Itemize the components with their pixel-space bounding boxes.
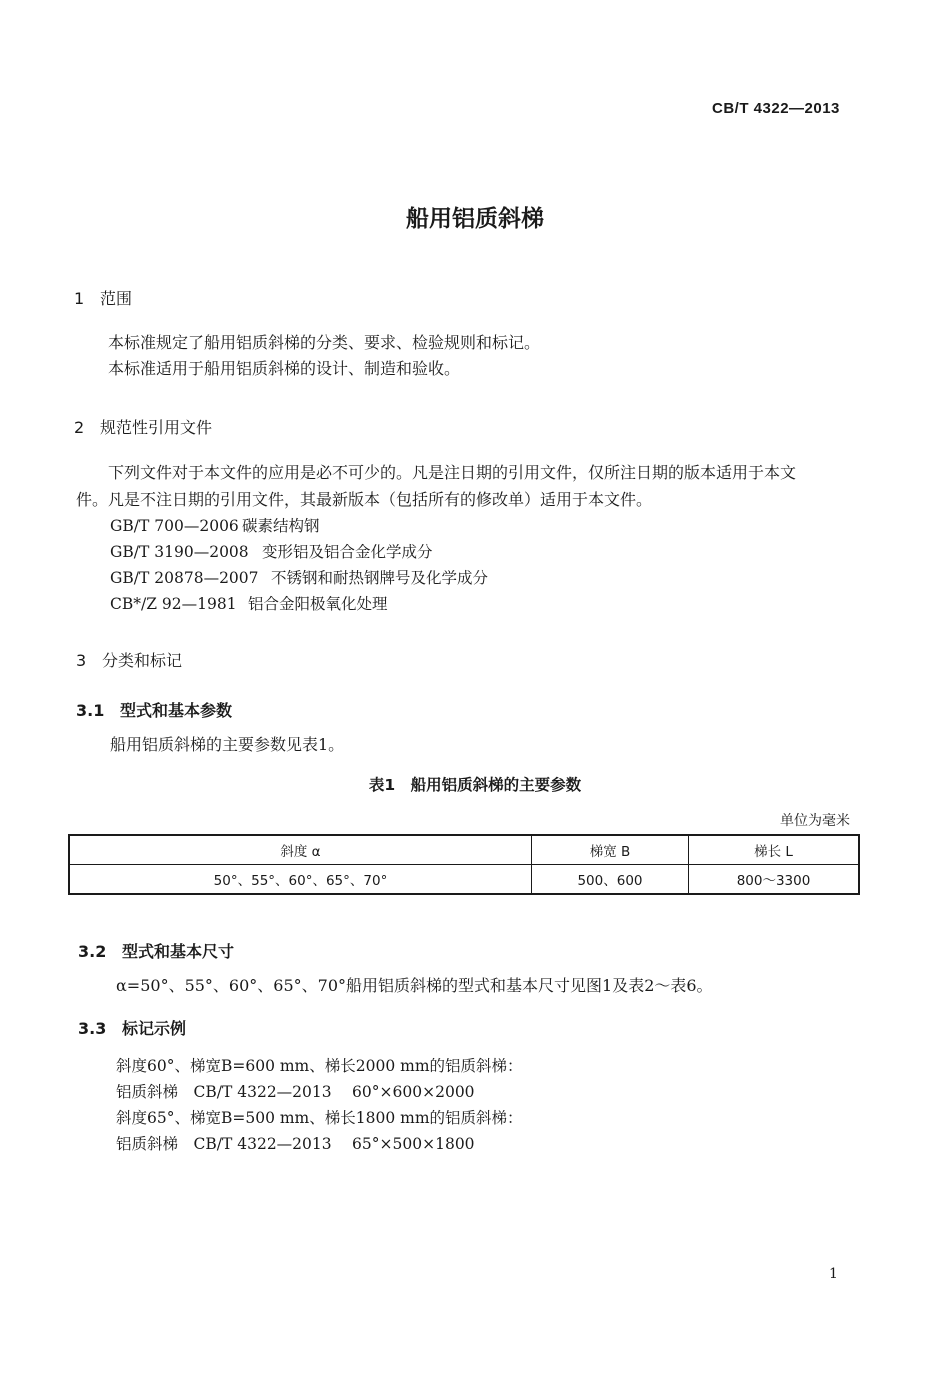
table-caption: 表1 船用铝质斜梯的主要参数 [368,776,582,794]
section-3-3-heading [78,1016,186,1039]
section-3-1-heading [76,698,232,721]
section-1-heading [74,286,132,309]
reference-name: 铝合金阳极氧化处理 [248,595,388,613]
table-unit-note: 单位为毫米 [780,813,850,829]
table-header-cell: 斜度 α [69,835,532,865]
reference-item [110,566,488,588]
marking-example-line: 斜度60°、梯宽B=600 mm、梯长2000 mm的铝质斜梯： [116,1057,523,1075]
table-header-cell: 梯宽 B [532,835,689,865]
section-title: 型式和基本尺寸 [122,942,235,961]
reference-name: 碳素结构钢 [242,517,320,535]
section-2-heading [74,415,212,438]
section-number: 1 [74,289,85,308]
section-number: 3.1 [76,701,105,720]
section-number: 2 [74,418,85,437]
reference-item [110,540,433,562]
reference-code: GB/T 3190—2008 [110,543,249,561]
section-3-2-heading [78,939,234,962]
scope-para-1: 本标准规定了船用铝质斜梯的分类、要求、检验规则和标记。 [108,333,541,352]
section-3-heading [76,648,182,671]
page-number: 1 [829,1266,838,1282]
table-header-row [69,835,859,865]
section-number: 3 [76,651,87,670]
section-number: 3.3 [78,1019,107,1038]
marking-example-line: 铝质斜梯 CB/T 4322—2013 60°×600×2000 [116,1083,475,1101]
section-title: 型式和基本参数 [120,701,233,720]
section-title: 标记示例 [122,1019,187,1038]
parameters-table [68,834,860,895]
reference-name: 不锈钢和耐热钢牌号及化学成分 [271,569,489,587]
table-row [69,865,859,895]
section-title: 范围 [100,289,133,308]
section-title: 规范性引用文件 [100,418,213,437]
table-cell: 50°、55°、60°、65°、70° [69,865,532,895]
reference-code: GB/T 20878—2007 [110,569,259,587]
marking-example-line: 铝质斜梯 CB/T 4322—2013 65°×500×1800 [116,1135,475,1153]
section-number: 3.2 [78,942,107,961]
section-3-2-para: α=50°、55°、60°、65°、70°船用铝质斜梯的型式和基本尺寸见图1及表2～表6。 [116,976,713,995]
refs-intro-line-1: 下列文件对于本文件的应用是必不可少的。凡是注日期的引用文件，仅所注日期的版本适用于本文 [108,463,797,482]
table-header-cell: 梯长 L [689,835,860,865]
section-title: 分类和标记 [102,651,183,670]
scope-para-2: 本标准适用于船用铝质斜梯的设计、制造和验收。 [108,359,461,378]
marking-example-line: 斜度65°、梯宽B=500 mm、梯长1800 mm的铝质斜梯： [116,1109,523,1127]
standard-code: CB/T 4322—2013 [712,100,840,117]
table-cell: 800～3300 [689,865,860,895]
page-title: 船用铝质斜梯 [406,206,544,232]
reference-code: CB*/Z 92—1981 [110,595,237,613]
reference-code: GB/T 700—2006 [110,517,239,535]
reference-item [110,514,320,536]
section-3-1-para: 船用铝质斜梯的主要参数见表1。 [110,735,345,754]
reference-item [110,592,388,614]
table-cell: 500、600 [532,865,689,895]
reference-name: 变形铝及铝合金化学成分 [262,543,433,561]
refs-intro-line-2: 件。凡是不注日期的引用文件，其最新版本（包括所有的修改单）适用于本文件。 [76,490,653,509]
